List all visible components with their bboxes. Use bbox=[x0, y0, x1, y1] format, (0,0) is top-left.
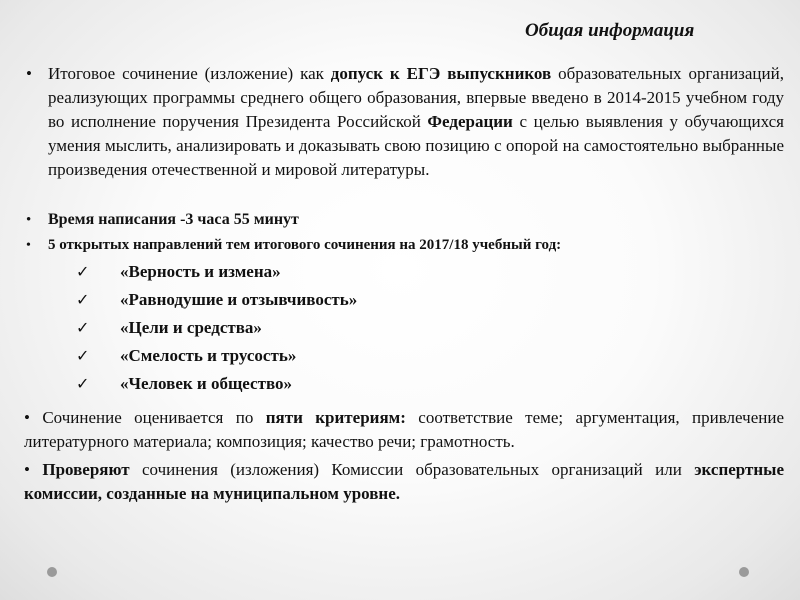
bullet-marker: • bbox=[26, 238, 31, 253]
intro-text-1: Итоговое сочинение (изложение) как bbox=[48, 64, 331, 83]
topic-label: «Верность и измена» bbox=[120, 262, 281, 281]
intro-paragraph bbox=[48, 62, 784, 182]
checkmark-icon: ✓ bbox=[76, 292, 90, 309]
bullet-marker: • bbox=[26, 212, 32, 228]
topic-label: «Равнодушие и отзывчивость» bbox=[120, 290, 358, 309]
checkmark-icon: ✓ bbox=[76, 320, 90, 337]
criteria-bold-1: пяти критериям: bbox=[265, 408, 406, 427]
duration-line: Время написания -3 часа 55 минут bbox=[48, 211, 299, 228]
bullet-marker: • bbox=[26, 64, 32, 83]
criteria-text-2: соответствие теме; аргументация, привлечение литературного материала; композиция; качество речи; грамотность. bbox=[24, 408, 784, 451]
review-bold-2: экспертные комиссии, созданные на муниципальном уровне. bbox=[24, 460, 784, 503]
criteria-text-1: • Сочинение оценивается по bbox=[24, 408, 266, 427]
topic-label: «Цели и средства» bbox=[120, 318, 262, 337]
intro-bold-1: допуск к ЕГЭ выпускников bbox=[330, 64, 552, 83]
decor-dot-left bbox=[47, 567, 57, 577]
intro-text-2: образовательных организаций, реализующих программы среднего общего образования, впервые введено в 2014-2015 учебном году во исполнение поручения Президента Российской bbox=[48, 64, 784, 131]
topic-label: «Смелость и трусость» bbox=[120, 346, 297, 365]
intro-text-3: с целью выявления у обучающихся умения мыслить, анализировать и доказывать свою позицию с опорой на самостоятельно выбранные произведения отечественной и мировой литературы. bbox=[48, 112, 784, 179]
review-text-2: сочинения (изложения) Комиссии образовательных организаций или bbox=[129, 460, 695, 479]
review-paragraph bbox=[24, 458, 784, 506]
checkmark-icon: ✓ bbox=[76, 264, 90, 281]
decor-dot-right bbox=[739, 567, 749, 577]
review-bold-1: Проверяют bbox=[42, 460, 130, 479]
criteria-paragraph bbox=[24, 406, 784, 454]
slide-title: Общая информация bbox=[525, 20, 695, 41]
topic-label: «Человек и общество» bbox=[120, 374, 293, 393]
topics-heading: 5 открытых направлений тем итогового сочинения на 2017/18 учебный год: bbox=[48, 237, 562, 253]
checkmark-icon: ✓ bbox=[76, 376, 90, 393]
review-text-1: • bbox=[24, 460, 43, 479]
checkmark-icon: ✓ bbox=[76, 348, 90, 365]
intro-bold-2: Федерации bbox=[427, 112, 513, 131]
